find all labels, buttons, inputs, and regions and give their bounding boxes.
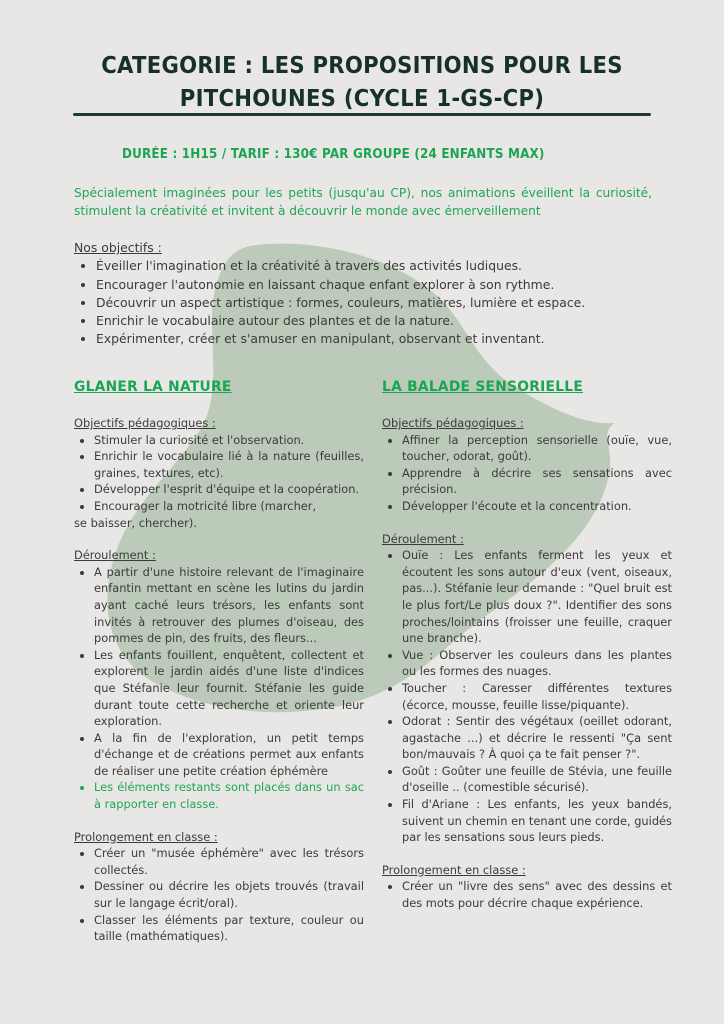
objective-item: • Découvrir un aspect artistique : formes, couleurs, matières, lumière et espace. [96,294,674,312]
activity-title: LA BALADE SENSORIELLE [382,379,584,395]
extension-item: • Classer les éléments par texture, couleur ou taille (mathématiques). [94,912,364,945]
objectives-list [74,257,674,348]
pedagogical-objectives-label: Objectifs pédagogiques : [382,416,524,430]
extension-label: Prolongement en classe : [74,829,218,844]
objectives-section [74,239,674,349]
pedagogical-objectives-list [382,432,672,515]
activity-glaner-la-nature [74,377,364,945]
objective-item: • Encourager l'autonomie en laissant chaque enfant explorer à son rythme. [96,276,674,294]
step-item: • Goût : Goûter une feuille de Stévia, une feuille d'oseille .. (comestible sécurisé). [402,763,672,796]
title-line-2: PITCHOUNES (CYCLE 1-GS-CP) [179,86,545,112]
step-item: • Vue : Observer les couleurs dans les plantes ou les formes des nuages. [402,647,672,680]
step-item: • Les enfants fouillent, enquêtent, collectent et explorent le jardin aidés d'une liste d'indices que Stéfanie leur fournit. Stéfanie les guide durant toute cette recherche et oriente leur exploration. [94,647,364,730]
step-item: • A la fin de l'exploration, un petit temps d'échange et de créations permet aux enfants de réaliser une petite création éphémère [94,730,364,780]
objective-item: • Développer l'écoute et la concentration. [402,498,672,515]
title-line-1: CATEGORIE : LES PROPOSITIONS POUR LES [101,53,623,79]
extension-list [382,878,672,911]
objective-item: • Développer l'esprit d'équipe et la coopération. [94,481,364,498]
objective-item: • Enrichir le vocabulaire autour des plantes et de la nature. [96,312,674,330]
objective-item: • Stimuler la curiosité et l'observation. [94,432,364,449]
steps-list [74,564,364,813]
page-title [84,50,640,116]
step-item: • Toucher : Caresser différentes textures (écorce, mousse, feuille lisse/piquante). [402,680,672,713]
duration-price-info: DURÉE : 1H15 / TARIF : 130€ PAR GROUPE (24 ENFANTS MAX) [122,147,545,162]
objective-item: • Encourager la motricité libre (marcher, [94,498,364,515]
extension-label: Prolongement en classe : [382,862,526,877]
extension-list [74,845,364,945]
step-item: • Odorat : Sentir des végétaux (oeillet odorant, agastache ...) et décrire le ressenti "Ça sent bon/mauvais ? À quoi ça te fait penser ?". [402,713,672,763]
objective-item: • Enrichir le vocabulaire lié à la nature (feuilles, graines, textures, etc). [94,448,364,481]
steps-label: Déroulement : [74,548,156,563]
objective-continuation: se baisser, chercher). [74,515,197,530]
steps-label: Déroulement : [382,531,464,546]
objective-item: • Apprendre à décrire ses sensations avec précision. [402,465,672,498]
pedagogical-objectives-list [74,432,364,515]
title-divider [73,113,651,116]
step-item: • Ouïe : Les enfants ferment les yeux et écoutent les sons autour d'eux (vent, oiseaux, pas...). Stéfanie leur demande : "Quel bruit est le plus fort/Le plus doux ?". Identifier des sons proches/lointains (froisser une feuille, craquer une branche). [402,547,672,647]
activity-title: GLANER LA NATURE [74,379,232,395]
step-item-highlight: • Les éléments restants sont placés dans un sac à rapporter en classe. [94,779,364,812]
objectives-label: Nos objectifs : [74,240,162,255]
extension-item: • Dessiner ou décrire les objets trouvés (travail sur le langage écrit/oral). [94,878,364,911]
steps-list [382,547,672,846]
objective-item: • Expérimenter, créer et s'amuser en manipulant, observant et inventant. [96,330,674,348]
objective-item: • Éveiller l'imagination et la créativité à travers des activités ludiques. [96,257,674,275]
extension-item: • Créer un "musée éphémère" avec les trésors collectés. [94,845,364,878]
activity-balade-sensorielle [382,377,672,912]
intro-paragraph: Spécialement imaginées pour les petits (jusqu'au CP), nos animations éveillent la curiosité, stimulent la créativité et invitent à découvrir le monde avec émerveillement [74,186,652,218]
extension-item: • Créer un "livre des sens" avec des dessins et des mots pour décrire chaque expérience. [402,878,672,911]
pedagogical-objectives-label: Objectifs pédagogiques : [74,416,216,430]
step-item: • Fil d'Ariane : Les enfants, les yeux bandés, suivent un chemin en tenant une corde, guidés par les sensations sous leurs pieds. [402,796,672,846]
step-item: • A partir d'une histoire relevant de l'imaginaire enfantin mettant en scène les lutins du jardin ayant caché leurs trésors, les enfants sont invités à retrouver des plumes d'oiseau, des pommes de pin, des fruits, des fleurs... [94,564,364,647]
objective-item: • Affiner la perception sensorielle (ouïe, vue, toucher, odorat, goût). [402,432,672,465]
